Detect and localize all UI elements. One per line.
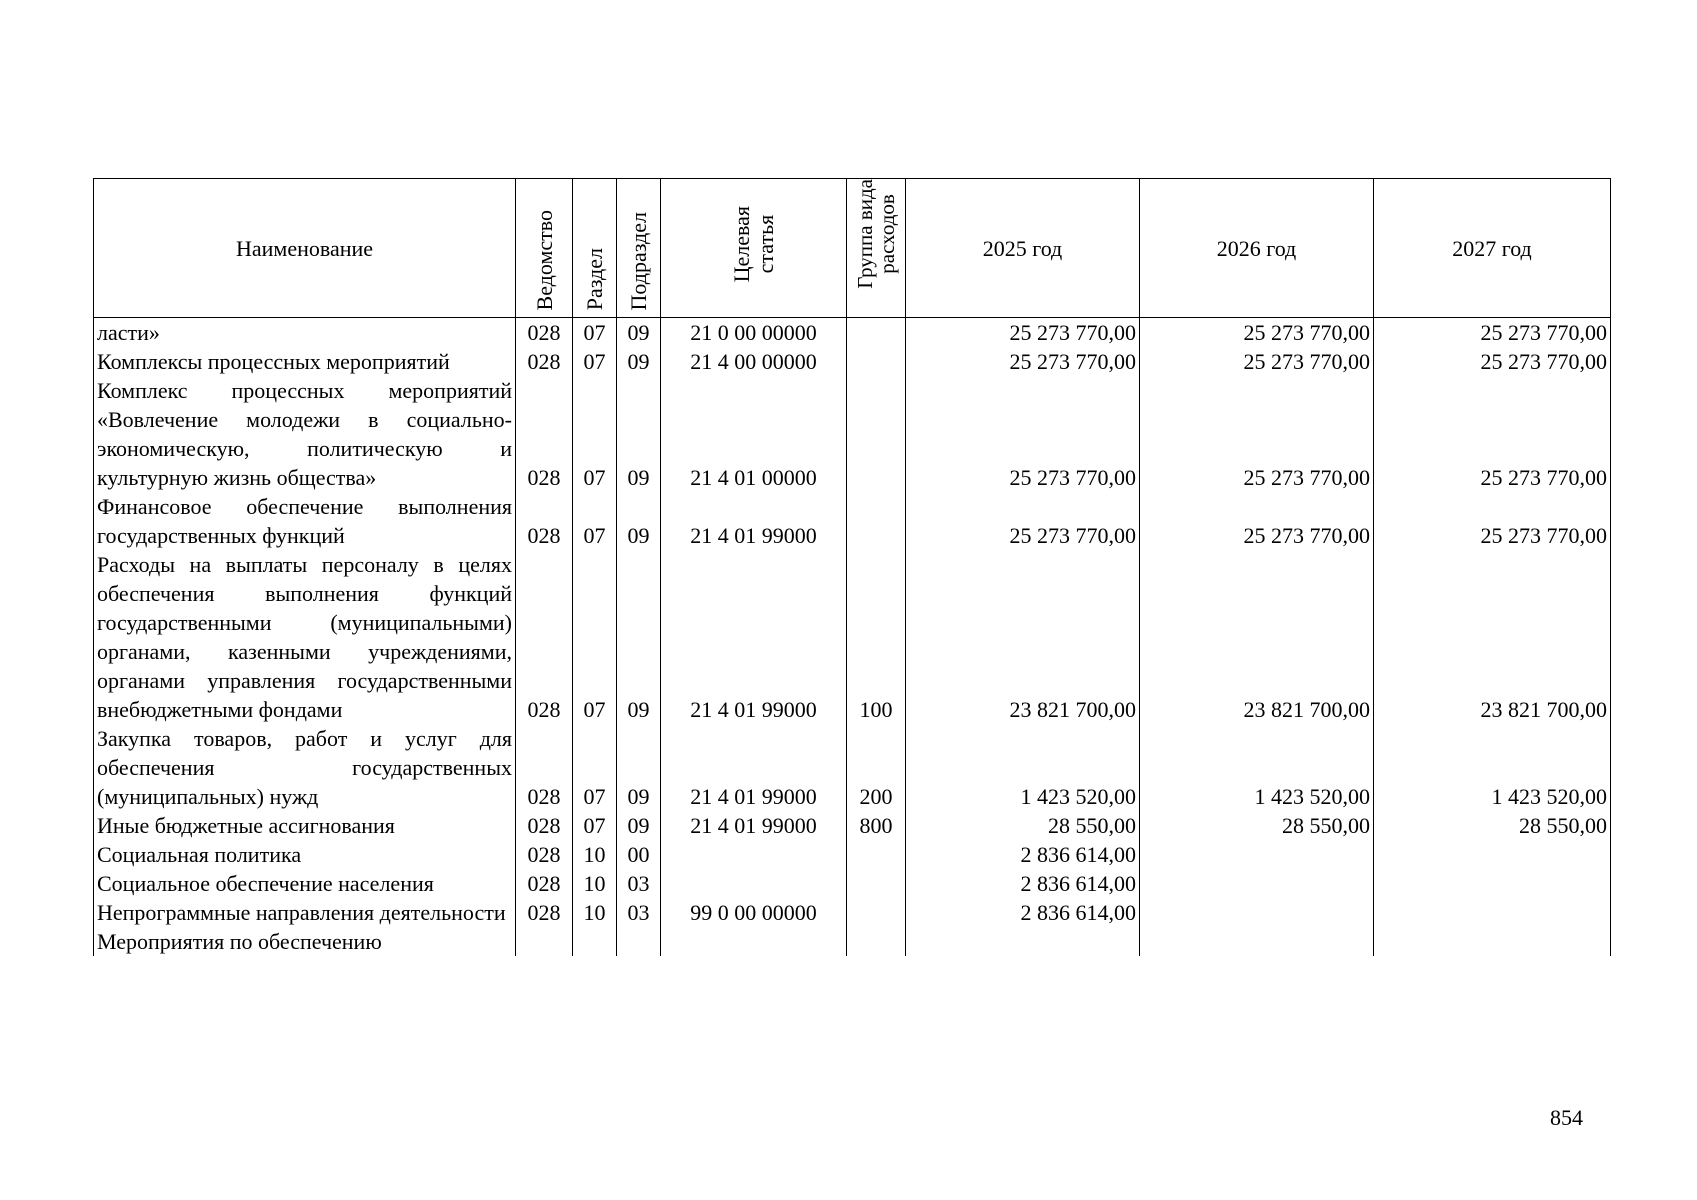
cell-celevaya-statya: 21 4 01 99000 (661, 724, 847, 811)
cell-gruppa-vida (847, 898, 906, 927)
cell-name: Комплекс процессных мероприятий «Вовлечение молодежи в социально-экономическую, политическую и культурную жизнь общества» (94, 376, 516, 492)
cell-vedomstvo: 028 (516, 318, 573, 348)
header-2025: 2025 год (906, 179, 1140, 318)
cell-2026: 23 821 700,00 (1140, 550, 1374, 724)
cell-2025: 1 423 520,00 (906, 724, 1140, 811)
cell-celevaya-statya: 21 4 00 00000 (661, 347, 847, 376)
cell-razdel: 07 (573, 550, 617, 724)
header-vedomstvo: Ведомство (516, 179, 573, 318)
cell-2025: 23 821 700,00 (906, 550, 1140, 724)
table-row (94, 811, 1611, 840)
cell-razdel (573, 927, 617, 956)
cell-2027: 25 273 770,00 (1374, 318, 1611, 348)
cell-vedomstvo: 028 (516, 869, 573, 898)
cell-podrazdel: 09 (617, 376, 661, 492)
cell-podrazdel: 03 (617, 869, 661, 898)
cell-celevaya-statya (661, 840, 847, 869)
cell-name: ласти» (94, 318, 516, 348)
cell-2026 (1140, 840, 1374, 869)
cell-razdel: 07 (573, 376, 617, 492)
cell-podrazdel: 00 (617, 840, 661, 869)
table-row (94, 869, 1611, 898)
cell-celevaya-statya: 21 4 01 99000 (661, 550, 847, 724)
cell-name: Социальная политика (94, 840, 516, 869)
table-row (94, 318, 1611, 348)
cell-2027 (1374, 840, 1611, 869)
page-number: 854 (1550, 1105, 1583, 1130)
cell-2027 (1374, 927, 1611, 956)
cell-2027: 28 550,00 (1374, 811, 1611, 840)
header-podrazdel: Подраздел (617, 179, 661, 318)
cell-podrazdel: 09 (617, 550, 661, 724)
cell-2027 (1374, 898, 1611, 927)
table-row (94, 347, 1611, 376)
cell-gruppa-vida (847, 927, 906, 956)
cell-vedomstvo: 028 (516, 347, 573, 376)
cell-podrazdel: 09 (617, 724, 661, 811)
cell-name: Расходы на выплаты персоналу в целях обеспечения выполнения функций государственными (муниципальными) органами, казенными учреждениями, органами управления государственными внебюджетными фондами (94, 550, 516, 724)
cell-gruppa-vida: 800 (847, 811, 906, 840)
cell-vedomstvo: 028 (516, 724, 573, 811)
cell-2025: 28 550,00 (906, 811, 1140, 840)
cell-vedomstvo: 028 (516, 840, 573, 869)
cell-vedomstvo: 028 (516, 898, 573, 927)
cell-celevaya-statya: 99 0 00 00000 (661, 898, 847, 927)
cell-2027: 25 273 770,00 (1374, 492, 1611, 550)
cell-vedomstvo: 028 (516, 376, 573, 492)
cell-gruppa-vida (847, 492, 906, 550)
cell-name: Социальное обеспечение населения (94, 869, 516, 898)
cell-name: Иные бюджетные ассигнования (94, 811, 516, 840)
cell-gruppa-vida: 200 (847, 724, 906, 811)
header-name: Наименование (94, 179, 516, 318)
cell-2025: 2 836 614,00 (906, 869, 1140, 898)
cell-2026: 25 273 770,00 (1140, 492, 1374, 550)
cell-2026 (1140, 869, 1374, 898)
cell-2027 (1374, 869, 1611, 898)
cell-2026 (1140, 898, 1374, 927)
cell-razdel: 07 (573, 492, 617, 550)
cell-2025: 2 836 614,00 (906, 840, 1140, 869)
cell-podrazdel: 09 (617, 318, 661, 348)
cell-podrazdel: 09 (617, 811, 661, 840)
budget-table (93, 178, 1611, 956)
cell-2026: 28 550,00 (1140, 811, 1374, 840)
cell-name: Закупка товаров, работ и услуг для обеспечения государственных (муниципальных) нужд (94, 724, 516, 811)
cell-gruppa-vida (847, 347, 906, 376)
cell-razdel: 10 (573, 898, 617, 927)
table-row (94, 550, 1611, 724)
cell-celevaya-statya: 21 4 01 00000 (661, 376, 847, 492)
cell-2025: 25 273 770,00 (906, 376, 1140, 492)
cell-razdel: 10 (573, 869, 617, 898)
cell-2025: 25 273 770,00 (906, 492, 1140, 550)
table-row (94, 927, 1611, 956)
table-row (94, 376, 1611, 492)
cell-gruppa-vida (847, 376, 906, 492)
header-2027: 2027 год (1374, 179, 1611, 318)
table-header-row (94, 179, 1611, 318)
table-row (94, 724, 1611, 811)
cell-2025: 2 836 614,00 (906, 898, 1140, 927)
cell-2026: 25 273 770,00 (1140, 347, 1374, 376)
cell-2027: 1 423 520,00 (1374, 724, 1611, 811)
cell-2027: 25 273 770,00 (1374, 376, 1611, 492)
cell-2025: 25 273 770,00 (906, 318, 1140, 348)
cell-2026: 1 423 520,00 (1140, 724, 1374, 811)
cell-2026 (1140, 927, 1374, 956)
cell-razdel: 07 (573, 347, 617, 376)
cell-name: Непрограммные направления деятельности (94, 898, 516, 927)
cell-gruppa-vida (847, 840, 906, 869)
cell-gruppa-vida (847, 318, 906, 348)
cell-2026: 25 273 770,00 (1140, 318, 1374, 348)
cell-2026: 25 273 770,00 (1140, 376, 1374, 492)
cell-razdel: 07 (573, 724, 617, 811)
cell-vedomstvo: 028 (516, 550, 573, 724)
cell-podrazdel: 03 (617, 898, 661, 927)
cell-celevaya-statya (661, 927, 847, 956)
cell-gruppa-vida (847, 869, 906, 898)
cell-celevaya-statya: 21 4 01 99000 (661, 492, 847, 550)
header-2026: 2026 год (1140, 179, 1374, 318)
cell-celevaya-statya (661, 869, 847, 898)
cell-celevaya-statya: 21 0 00 00000 (661, 318, 847, 348)
cell-razdel: 10 (573, 840, 617, 869)
cell-podrazdel: 09 (617, 347, 661, 376)
cell-2025: 25 273 770,00 (906, 347, 1140, 376)
table-row (94, 898, 1611, 927)
table-row (94, 840, 1611, 869)
header-celevaya-statya: Целевая статья (661, 179, 847, 318)
cell-podrazdel: 09 (617, 492, 661, 550)
table-body (94, 318, 1611, 957)
cell-celevaya-statya: 21 4 01 99000 (661, 811, 847, 840)
cell-vedomstvo (516, 927, 573, 956)
cell-vedomstvo: 028 (516, 811, 573, 840)
cell-gruppa-vida: 100 (847, 550, 906, 724)
cell-vedomstvo: 028 (516, 492, 573, 550)
cell-2027: 23 821 700,00 (1374, 550, 1611, 724)
cell-name: Мероприятия по обеспечению (94, 927, 516, 956)
cell-name: Финансовое обеспечение выполнения государственных функций (94, 492, 516, 550)
cell-podrazdel (617, 927, 661, 956)
cell-name: Комплексы процессных мероприятий (94, 347, 516, 376)
table-row (94, 492, 1611, 550)
header-gruppa-vida-rashodov: Группа вида расходов (847, 179, 906, 318)
cell-2025 (906, 927, 1140, 956)
cell-razdel: 07 (573, 318, 617, 348)
cell-2027: 25 273 770,00 (1374, 347, 1611, 376)
cell-razdel: 07 (573, 811, 617, 840)
header-razdel: Раздел (573, 179, 617, 318)
